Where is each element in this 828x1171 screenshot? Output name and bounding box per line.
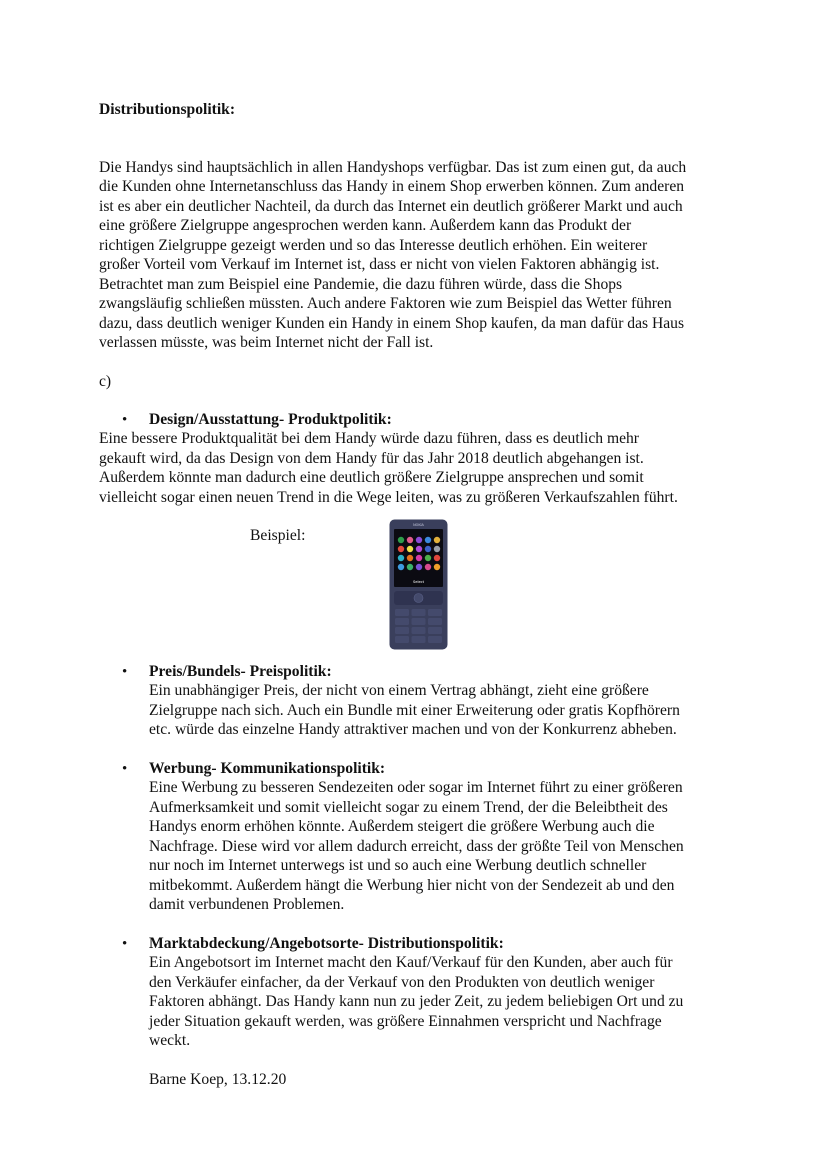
app-icon: [425, 537, 431, 543]
app-icon: [416, 537, 422, 543]
section-label-c: c): [99, 373, 112, 390]
paragraph-line: Eine Werbung zu besseren Sendezeiten oder sogar im Internet führt zu einer größeren: [149, 779, 683, 796]
section-heading-distribution: Distributionspolitik:: [99, 101, 236, 118]
paragraph-line: nur noch im Internet unterwegs ist und so auch eine Werbung deutlich schneller: [149, 857, 647, 874]
paragraph-line: Eine bessere Produktqualität bei dem Handy würde dazu führen, dass es deutlich mehr: [99, 430, 639, 447]
app-icon: [407, 537, 413, 543]
app-icon: [407, 564, 413, 570]
app-icon: [425, 564, 431, 570]
paragraph-line: richtigen Zielgruppe gezeigt werden und so das Interesse deutlich erhöhen. Ein weiterer: [99, 237, 648, 254]
phone-select-label: Select: [412, 580, 425, 584]
phone-image: [389, 519, 448, 650]
app-icon: [407, 555, 413, 561]
app-icon: [416, 564, 422, 570]
paragraph-line: Ein unabhängiger Preis, der nicht von einem Vertrag abhängt, zieht eine größere: [149, 682, 649, 699]
app-icon: [398, 555, 404, 561]
paragraph-line: großer Vorteil vom Verkauf im Internet ist, dass er nicht von vielen Faktoren abhängig ist.: [99, 256, 660, 273]
app-icon: [407, 546, 413, 552]
paragraph-line: Nachfrage. Diese wird vor allem dadurch erreicht, dass der größte Teil von Menschen: [149, 838, 684, 855]
app-icon: [416, 555, 422, 561]
bullet-heading-ads: Werbung- Kommunikationspolitik:: [149, 760, 386, 777]
app-icon: [416, 546, 422, 552]
paragraph-line: Die Handys sind hauptsächlich in allen Handyshops verfügbar. Das ist zum einen gut, da auch: [99, 159, 687, 176]
app-icon: [398, 537, 404, 543]
signature: Barne Koep, 13.12.20: [149, 1071, 287, 1088]
paragraph-line: eine größere Zielgruppe angesprochen werden kann. Außerdem kann das Produkt der: [99, 217, 632, 234]
paragraph-line: Faktoren abhängt. Das Handy kann nun zu jeder Zeit, zu jedem beliebigen Ort und zu: [149, 993, 684, 1010]
app-icon: [434, 546, 440, 552]
paragraph-line: vielleicht sogar einen neuen Trend in die Wege leiten, was zu größeren Verkaufszahlen führt.: [99, 489, 678, 506]
paragraph-line: den Verkäufer einfacher, da der Verkauf von den Produkten von deutlich weniger: [149, 974, 655, 991]
bullet-heading-design: Design/Ausstattung- Produktpolitik:: [149, 411, 392, 428]
bullet-heading-price: Preis/Bundels- Preispolitik:: [149, 663, 332, 680]
paragraph-line: Zielgruppe nach sich. Auch ein Bundle mit einer Erweiterung oder gratis Kopfhörern: [149, 702, 680, 719]
paragraph-line: Handys enorm erhöhen könnte. Außerdem steigert die größere Werbung auch die: [149, 818, 655, 835]
paragraph-line: Ein Angebotsort im Internet macht den Kauf/Verkauf für den Kunden, aber auch für: [149, 954, 673, 971]
paragraph-line: Außerdem könnte man dadurch eine deutlich größere Zielgruppe ansprechen und somit: [99, 469, 644, 486]
paragraph-line: zwangsläufig schließen müssten. Auch andere Faktoren wie zum Beispiel das Wetter führen: [99, 295, 672, 312]
paragraph-line: verlassen müsste, was beim Internet nicht der Fall ist.: [99, 334, 434, 351]
paragraph-line: etc. würde das einzelne Handy attraktiver machen und von der Konkurrenz abheben.: [149, 721, 677, 738]
bullet-market: •: [122, 936, 128, 952]
example-label: Beispiel:: [250, 527, 306, 544]
app-icon: [425, 555, 431, 561]
app-icon: [398, 546, 404, 552]
paragraph-line: Betrachtet man zum Beispiel eine Pandemie, die dazu führen würde, dass die Shops: [99, 276, 623, 293]
paragraph-line: ist es aber ein deutlicher Nachteil, da durch das Internet ein deutlich größerer Markt und auch: [99, 198, 683, 215]
paragraph-line: dazu, dass deutlich weniger Kunden ein Handy in einem Shop kaufen, da man dafür das Haus: [99, 315, 685, 332]
app-icon: [434, 564, 440, 570]
bullet-price: •: [122, 664, 128, 680]
app-icon: [434, 537, 440, 543]
paragraph-line: gekauft wird, da das Design von dem Handy für das Jahr 2018 deutlich abgehangen ist.: [99, 450, 644, 467]
paragraph-line: weckt.: [149, 1032, 191, 1049]
paragraph-line: mitbekommt. Außerdem hängt die Werbung hier nicht von der Sendezeit ab und den: [149, 877, 675, 894]
bullet-design: •: [122, 412, 128, 428]
paragraph-line: jeder Situation gekauft werden, was größere Einnahmen verspricht und Nachfrage: [149, 1013, 662, 1030]
bullet-ads: •: [122, 761, 128, 777]
app-icon: [425, 546, 431, 552]
paragraph-line: die Kunden ohne Internetanschluss das Handy in einem Shop erwerben können. Zum anderen: [99, 178, 685, 195]
phone-dpad: [414, 594, 423, 603]
paragraph-line: damit verbundenen Problemen.: [149, 896, 345, 913]
paragraph-line: Aufmerksamkeit und somit vielleicht sogar zu einem Trend, der die Beleibtheit des: [149, 799, 668, 816]
app-icon: [434, 555, 440, 561]
bullet-heading-market: Marktabdeckung/Angebotsorte- Distributionspolitik:: [149, 935, 504, 952]
phone-brand-text: NOKIA: [413, 523, 424, 527]
app-icon: [398, 564, 404, 570]
